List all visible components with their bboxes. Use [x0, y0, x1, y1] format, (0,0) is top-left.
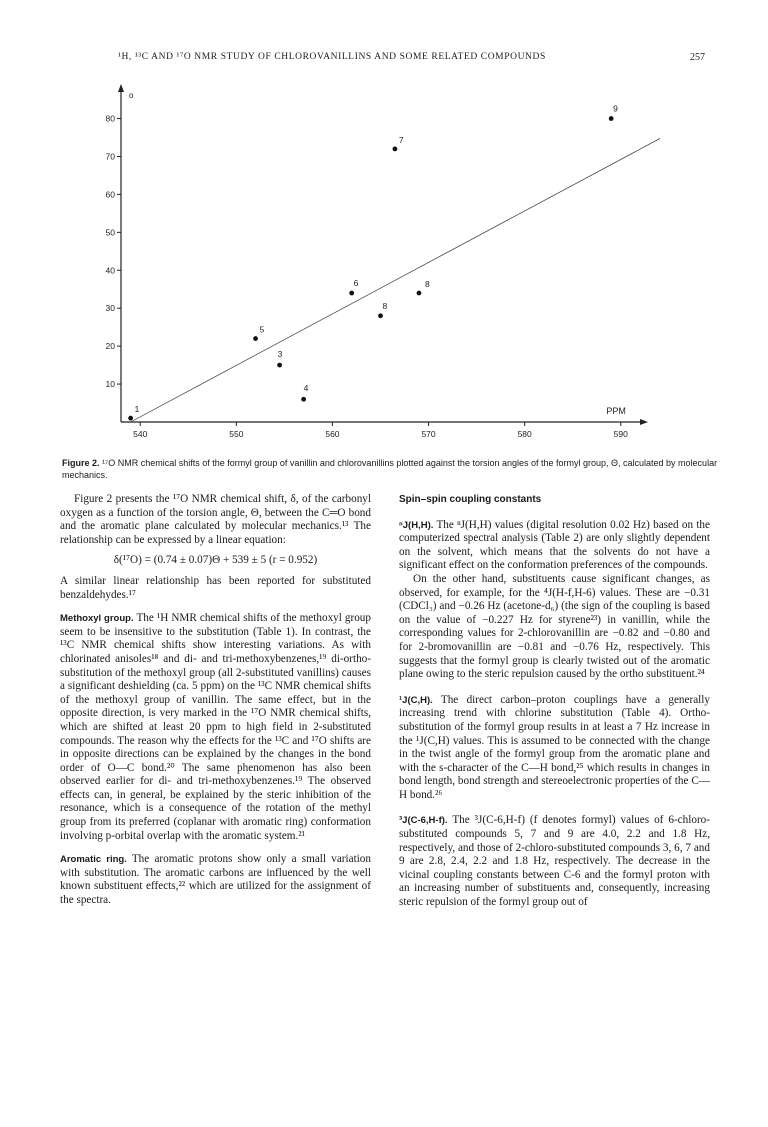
data-points	[128, 104, 618, 421]
data-point-label: 9	[613, 103, 618, 114]
heading-nJHH: ⁿJ(H,H).	[399, 519, 434, 531]
regression-line	[131, 134, 660, 422]
page-number: 257	[690, 52, 705, 63]
x-tick-label: 590	[613, 429, 628, 439]
data-point	[128, 416, 133, 421]
paragraph-3JCH	[399, 814, 710, 909]
3JCH-text: The ³J(C-6,H-f) (f denotes formyl) values of 6-chloro-substituted compounds 5, 7 and 9 are 4.0, 2.2 and 1.8 Hz, respectively, and those of 2-chloro-substituted compounds 3, 6, 7 and 9 are 2.8, 2.4, 2.2 and 1.8 Hz, respectively. The decrease in the vicinal coupling constants between C-6 and the formyl proton with an increasing number of substituents and, consequently, increasing steric repulsion of the formyl group out of	[399, 814, 710, 909]
left-column	[60, 493, 371, 908]
y-tick-label: 10	[105, 379, 115, 390]
data-point	[277, 363, 282, 368]
data-point-label: 3	[277, 349, 283, 360]
data-point-label: 8	[382, 300, 388, 311]
right-column	[399, 493, 710, 910]
x-tick-label: 550	[229, 429, 244, 439]
methoxyl-text: The ¹H NMR chemical shifts of the methoxyl group seem to be insensitive to the substitution (Table 1). In contrast, the ¹³C NMR chemical shifts show interesting variations. As with chlorinated anisoles¹⁸ and di- and tri-methoxybenzenes,¹⁹ di-ortho-substitution of the methoxyl group (all 2-substituted vanillins) causes a significant deshielding (ca. 5 ppm) on the ¹³C NMR chemical shifts of the methoxyl group of vanillin. The same effect, but in the opposite direction, is very marked in the ¹⁷O NMR chemical shifts, which are shifted at least 20 ppm to high field in 2-substituted compounds. The reason why the effects for the ¹³C and ¹⁷O shifts are in opposite directions can be explained by the changes in the bond order of O—C bond.²⁰ The same phenomenon has also been observed earlier for di- and tri-methoxybenzenes.¹⁹ The observed effects can, in general, be explained by the steric inhibition of the resonance, which is a consequence of the rotation of the methyl group from its preferred (coplanar with aromatic ring) conformation involving p-orbital overlap with the aromatic system.²¹	[60, 612, 371, 842]
nJHH-text: The ⁿJ(H,H) values (digital resolution 0.02 Hz) based on the computerized spectral analysis (Table 2) are only slightly dependent on the solvent, which means that the solvents do not have a significant effect on the conformation preferences of the compounds.	[399, 518, 710, 572]
x-tick-label: 560	[325, 429, 340, 439]
figure-2	[100, 82, 660, 452]
paragraph-intro: Figure 2 presents the ¹⁷O NMR chemical shift, δ, of the carbonyl oxygen as a function of the torsion angle, Θ, between the C═O bond and the aromatic plane calculated by molecular mechanics.¹³ The relationship can be expressed by a linear equation:	[60, 493, 371, 546]
paragraph-similar: A similar linear relationship has been reported for substituted benzaldehydes.¹⁷	[60, 574, 371, 601]
running-title: ¹H, ¹³C AND ¹⁷O NMR STUDY OF CHLOROVANILLINS AND SOME RELATED COMPOUNDS	[118, 52, 546, 62]
y-tick-label: 80	[105, 113, 115, 124]
scatter-chart	[100, 82, 660, 452]
paragraph-substituents: On the other hand, substituents cause significant changes, as observed, for example, for the ⁴J(H-f,H-6) values. These are −0.31 (CDCl₃) and −0.26 Hz (acetone-d₆) (the sign of the coupling is based on the value of −0.227 Hz for styrene²³) in vanillin, while the corresponding values for 2-chlorovanillin are −0.82 and −0.80 and for 2-bromovanillin are −0.81 and −0.76 Hz, respectively. This suggests that the formyl group is clearly twisted out of the aromatic plane owing to the steric repulsion caused by the ortho substituent.²⁴	[399, 572, 710, 681]
data-point	[253, 336, 258, 341]
data-point	[349, 291, 354, 296]
aromatic-text: The aromatic protons show only a small variation with substitution. The aromatic carbons are influenced by the well known substituent effects,²² which are utilized for the assignment of the spectra.	[60, 853, 371, 907]
paragraph-1JCH	[399, 694, 710, 803]
caption-text: ¹⁷O NMR chemical shifts of the formyl group of vanillin and chlorovanillins plotted against the torsion angles of the formyl group, Θ, calculated by molecular mechanics.	[62, 458, 718, 480]
equation: δ(¹⁷O) = (0.74 ± 0.07)Θ + 539 ± 5 (r = 0.952)	[113, 554, 318, 567]
data-point	[417, 291, 422, 296]
y-tick-label: 30	[105, 303, 115, 314]
chart-axes	[106, 84, 648, 439]
data-point-label: 1	[134, 404, 140, 415]
x-tick-label: 570	[421, 429, 436, 439]
figure-caption	[62, 457, 722, 481]
data-point-label: 7	[398, 134, 404, 145]
y-tick-label: 50	[105, 227, 115, 238]
1JCH-text: The direct carbon–proton couplings have a generally increasing trend with chlorine substitution (Table 4). Ortho-substitution of the formyl group results in at least a 7 Hz increase in the ¹J(C,H) values. This is assumed to be connected with the change in the twist angle of the formyl group from the aromatic plane and with the s-character of the C—H bond,²⁵ which results in changes in bond length, bond strength and stereoelectronic properties of the C—H bond.²⁶	[399, 693, 710, 801]
data-point-label: 4	[303, 383, 309, 394]
paragraph-aromatic	[60, 853, 371, 907]
running-header	[0, 52, 768, 68]
y-tick-label: 70	[105, 151, 115, 162]
y-axis-arrow	[118, 84, 124, 92]
data-point-label: 5	[259, 324, 265, 335]
heading-3JCH: ³J(C-6,H-f).	[399, 815, 448, 827]
fit-line	[131, 134, 660, 422]
data-point	[609, 116, 614, 121]
data-point-label: 6	[353, 278, 359, 289]
x-tick-label: 580	[517, 429, 532, 439]
heading-aromatic-ring: Aromatic ring.	[60, 854, 127, 866]
y-tick-label: 40	[105, 265, 115, 276]
data-point	[301, 397, 306, 402]
data-point-label: 8	[424, 279, 430, 290]
heading-1JCH: ¹J(C,H).	[399, 694, 433, 706]
caption-label: Figure 2.	[62, 458, 100, 468]
y-axis-top-marker: o	[129, 91, 134, 100]
y-tick-label: 60	[105, 189, 115, 200]
x-unit-label: PPM	[606, 406, 626, 416]
heading-methoxyl-group: Methoxyl group.	[60, 613, 134, 625]
data-point	[393, 146, 398, 151]
y-tick-label: 20	[105, 341, 115, 352]
paragraph-methoxyl	[60, 612, 371, 843]
data-point	[378, 313, 383, 318]
x-axis-arrow	[640, 419, 648, 425]
paragraph-nJHH	[399, 519, 710, 573]
x-tick-label: 540	[133, 429, 148, 439]
section-heading-coupling: Spin–spin coupling constants	[399, 494, 542, 505]
